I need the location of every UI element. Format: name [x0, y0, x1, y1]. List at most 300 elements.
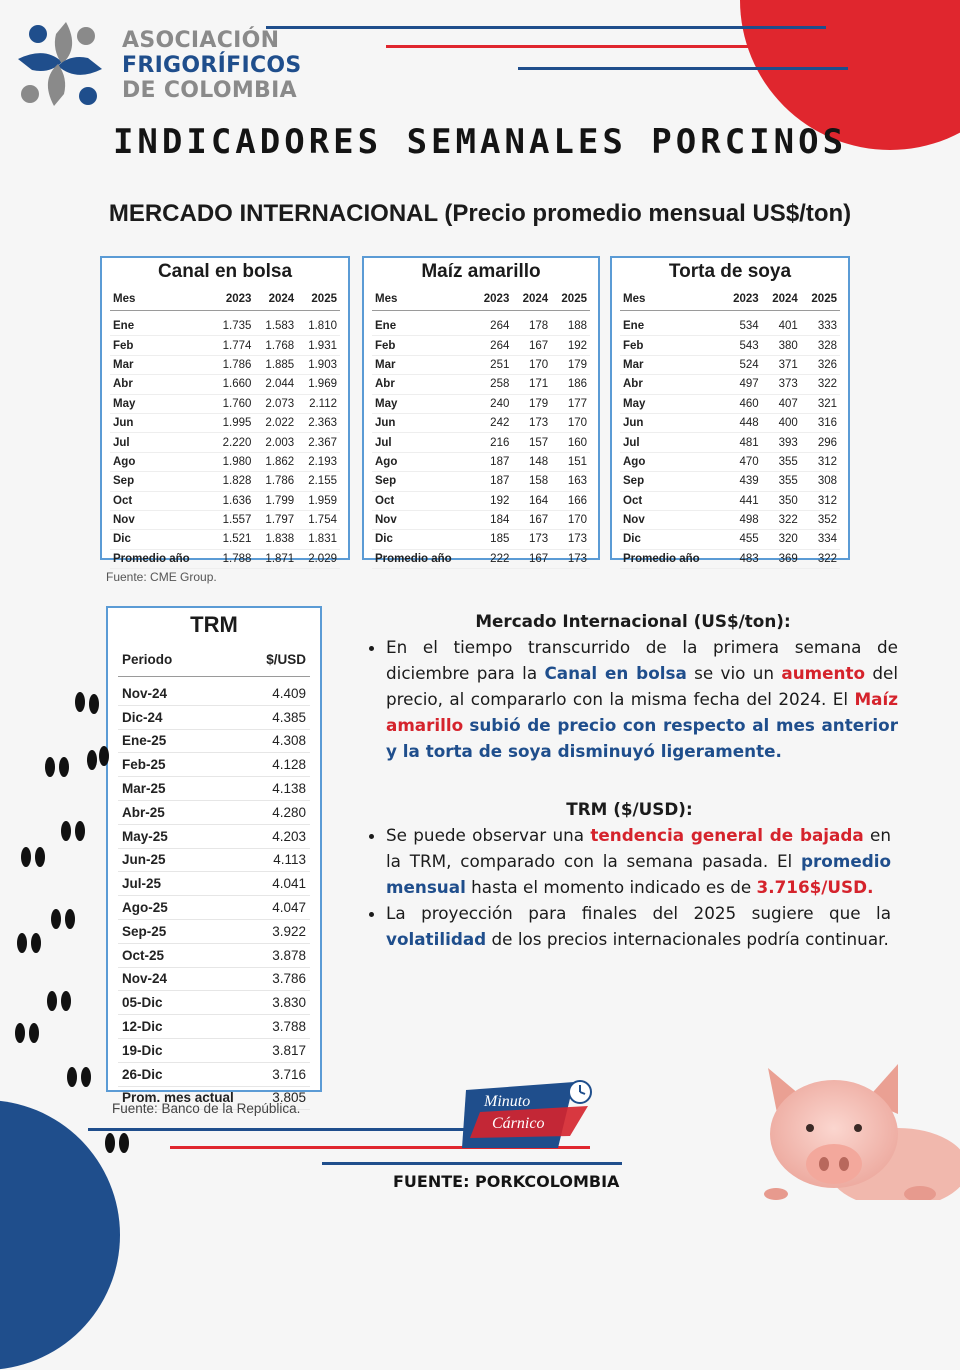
- keyword-valor: 3.716$/USD.: [756, 877, 874, 897]
- value-cell: 1.521: [212, 530, 255, 549]
- value-cell: 322: [801, 549, 840, 568]
- table-row: [110, 491, 340, 510]
- period-cell: Abr-25: [118, 800, 255, 824]
- value-cell: 216: [474, 433, 513, 452]
- period-cell: Ene-25: [118, 729, 255, 753]
- torta-de-soya-table: [610, 256, 850, 565]
- month-cell: Sep: [110, 472, 212, 491]
- table-row: [372, 472, 590, 491]
- trm-bullet: [386, 900, 891, 952]
- value-cell: 170: [551, 510, 590, 529]
- rate-cell: 4.047: [255, 896, 310, 920]
- table-row: [620, 452, 840, 471]
- table-row: [110, 355, 340, 374]
- col-2023: 2023: [225, 293, 252, 305]
- value-cell: 371: [762, 355, 801, 374]
- value-cell: 242: [474, 413, 513, 432]
- value-cell: 192: [551, 336, 590, 355]
- value-cell: 2.029: [297, 549, 340, 568]
- value-cell: 192: [474, 491, 513, 510]
- value-cell: 170: [551, 413, 590, 432]
- value-cell: 321: [801, 394, 840, 413]
- asociacion-logo-icon: [10, 14, 110, 114]
- logo-line-frigorificos: FRIGORÍFICOS: [122, 53, 302, 78]
- value-cell: 171: [512, 375, 551, 394]
- value-cell: 163: [551, 472, 590, 491]
- month-cell: Nov: [372, 510, 474, 529]
- month-cell: Ago: [372, 452, 474, 471]
- table-row: [110, 510, 340, 529]
- footprint-icon: [42, 986, 76, 1016]
- text: En el tiempo transcurrido de la primera semana de diciembre para la: [386, 637, 898, 683]
- value-cell: 2.003: [254, 433, 297, 452]
- value-cell: 264: [474, 317, 513, 336]
- rate-cell: 3.716: [255, 1062, 310, 1086]
- table-row: [620, 394, 840, 413]
- month-cell: Sep: [372, 472, 474, 491]
- trm-row: [118, 991, 310, 1015]
- logo-line-asociacion: ASOCIACIÓN: [122, 28, 280, 53]
- source-banco: Fuente: Banco de la República.: [112, 1101, 301, 1116]
- trm-row: [118, 1038, 310, 1062]
- value-cell: 333: [801, 317, 840, 336]
- table-row: [110, 375, 340, 394]
- value-cell: 179: [512, 394, 551, 413]
- text: La proyección para finales del 2025 sugiere que la: [386, 903, 891, 923]
- value-cell: 1.799: [254, 491, 297, 510]
- value-cell: 470: [723, 452, 762, 471]
- value-cell: 326: [801, 355, 840, 374]
- month-cell: Dic: [110, 530, 212, 549]
- value-cell: 1.735: [212, 317, 255, 336]
- text: de los precios internacionales podría continuar.: [486, 929, 889, 949]
- value-cell: 497: [723, 375, 762, 394]
- rate-cell: 3.817: [255, 1038, 310, 1062]
- maiz-amarillo-table: [362, 256, 600, 565]
- period-cell: May-25: [118, 824, 255, 848]
- value-cell: 1.959: [297, 491, 340, 510]
- table-row: [620, 355, 840, 374]
- keyword-subio: subió de precio con respecto al mes anterior y la torta de soya disminuyó ligeramente.: [386, 715, 898, 761]
- keyword-canal: Canal en bolsa: [544, 663, 687, 683]
- month-cell: Dic: [620, 530, 723, 549]
- trm-table: [106, 606, 322, 1106]
- value-cell: 1.931: [297, 336, 340, 355]
- value-cell: 167: [512, 549, 551, 568]
- period-cell: 05-Dic: [118, 991, 255, 1015]
- trm-row: [118, 800, 310, 824]
- trm-title: TRM: [190, 612, 238, 637]
- value-cell: 173: [512, 413, 551, 432]
- table-row: [110, 413, 340, 432]
- period-cell: Jul-25: [118, 872, 255, 896]
- table-row: [110, 336, 340, 355]
- value-cell: 328: [801, 336, 840, 355]
- col-2025: 2025: [811, 293, 837, 305]
- col-mes: Mes: [375, 293, 398, 305]
- footprint-icon: [16, 842, 50, 872]
- value-cell: 296: [801, 433, 840, 452]
- value-cell: 157: [512, 433, 551, 452]
- price-table: [372, 288, 590, 569]
- table-row: [620, 375, 840, 394]
- rate-cell: 4.138: [255, 777, 310, 801]
- value-cell: 185: [474, 530, 513, 549]
- month-cell: May: [110, 394, 212, 413]
- month-cell: Feb: [110, 336, 212, 355]
- value-cell: 460: [723, 394, 762, 413]
- table-row: [620, 433, 840, 452]
- value-cell: 2.155: [297, 472, 340, 491]
- trm-block: [368, 796, 891, 952]
- rate-cell: 3.922: [255, 919, 310, 943]
- value-cell: 350: [762, 491, 801, 510]
- value-cell: 312: [801, 452, 840, 471]
- keyword-promedio: promedio mensual: [386, 851, 891, 897]
- month-cell: Sep: [620, 472, 723, 491]
- trm-row: [118, 967, 310, 991]
- table-row: [620, 472, 840, 491]
- value-cell: 312: [801, 491, 840, 510]
- table-row: [372, 491, 590, 510]
- month-cell: Jul: [372, 433, 474, 452]
- month-cell: Oct: [110, 491, 212, 510]
- month-cell: Abr: [110, 375, 212, 394]
- table-row: [372, 510, 590, 529]
- price-table: [110, 288, 340, 569]
- table-row: [372, 530, 590, 549]
- table-row: [372, 452, 590, 471]
- value-cell: 179: [551, 355, 590, 374]
- value-cell: 2.193: [297, 452, 340, 471]
- table-title: Maíz amarillo: [421, 261, 541, 282]
- value-cell: 173: [551, 530, 590, 549]
- value-cell: 2.022: [254, 413, 297, 432]
- value-cell: 407: [762, 394, 801, 413]
- value-cell: 334: [801, 530, 840, 549]
- value-cell: 167: [512, 510, 551, 529]
- col-usd: $/USD: [266, 651, 306, 667]
- month-cell: Nov: [620, 510, 723, 529]
- minuto-text: Minuto: [484, 1093, 531, 1110]
- value-cell: 373: [762, 375, 801, 394]
- value-cell: 1.871: [254, 549, 297, 568]
- pig-illustration: [748, 1048, 960, 1200]
- table-row: [620, 491, 840, 510]
- value-cell: 355: [762, 452, 801, 471]
- value-cell: 1.786: [254, 472, 297, 491]
- text: en la TRM, comparado con la semana pasada. El: [386, 825, 891, 871]
- month-cell: Jun: [372, 413, 474, 432]
- footprint-icon: [80, 744, 114, 774]
- value-cell: 2.112: [297, 394, 340, 413]
- decor-line: [266, 26, 826, 29]
- value-cell: 369: [762, 549, 801, 568]
- value-cell: 1.995: [212, 413, 255, 432]
- table-row: [110, 549, 340, 568]
- trm-grid: [118, 642, 310, 1110]
- text: hasta el momento indicado es de: [465, 877, 757, 897]
- value-cell: 1.557: [212, 510, 255, 529]
- month-cell: Ene: [372, 317, 474, 336]
- value-cell: 401: [762, 317, 801, 336]
- table-row: [620, 510, 840, 529]
- month-cell: Feb: [372, 336, 474, 355]
- footprint-icon: [40, 752, 74, 782]
- month-cell: May: [620, 394, 723, 413]
- value-cell: 1.810: [297, 317, 340, 336]
- rate-cell: 4.203: [255, 824, 310, 848]
- keyword-maiz: Maíz amarillo: [386, 689, 898, 735]
- table-row: [620, 549, 840, 568]
- trm-row: [118, 943, 310, 967]
- price-table: [620, 288, 840, 569]
- value-cell: 1.583: [254, 317, 297, 336]
- canal-en-bolsa-table: [100, 256, 350, 565]
- value-cell: 264: [474, 336, 513, 355]
- value-cell: 543: [723, 336, 762, 355]
- text: se vio un: [686, 663, 782, 683]
- table-row: [110, 472, 340, 491]
- minuto-carnico-logo: [462, 1078, 602, 1154]
- trm-row: [118, 872, 310, 896]
- footprint-icon: [12, 928, 46, 958]
- footer-source: FUENTE: PORKCOLOMBIA: [393, 1172, 620, 1191]
- trm-row: [118, 848, 310, 872]
- month-cell: Jul: [620, 433, 723, 452]
- col-2025: 2025: [561, 293, 587, 305]
- value-cell: 258: [474, 375, 513, 394]
- col-mes: Mes: [113, 293, 136, 305]
- value-cell: 158: [512, 472, 551, 491]
- mercado-heading: Mercado Internacional (US$/ton):: [475, 611, 791, 631]
- value-cell: 1.786: [212, 355, 255, 374]
- page-title: INDICADORES SEMANALES PORCINOS: [112, 122, 848, 162]
- period-cell: 26-Dic: [118, 1062, 255, 1086]
- month-cell: Abr: [620, 375, 723, 394]
- trm-row: [118, 824, 310, 848]
- value-cell: 1.969: [297, 375, 340, 394]
- value-cell: 322: [801, 375, 840, 394]
- period-cell: Sep-25: [118, 919, 255, 943]
- decor-line: [386, 45, 834, 48]
- month-cell: Promedio año: [620, 549, 723, 568]
- value-cell: 1.903: [297, 355, 340, 374]
- month-cell: May: [372, 394, 474, 413]
- trm-bullet: [386, 822, 891, 900]
- value-cell: 439: [723, 472, 762, 491]
- trm-row: [118, 729, 310, 753]
- month-cell: Dic: [372, 530, 474, 549]
- value-cell: 1.885: [254, 355, 297, 374]
- decor-line: [518, 67, 848, 70]
- value-cell: 170: [512, 355, 551, 374]
- value-cell: 455: [723, 530, 762, 549]
- value-cell: 177: [551, 394, 590, 413]
- rate-cell: 4.385: [255, 705, 310, 729]
- value-cell: 251: [474, 355, 513, 374]
- value-cell: 1.838: [254, 530, 297, 549]
- period-cell: Oct-25: [118, 943, 255, 967]
- text: del precio, al compararlo con la misma fecha del 2024. El: [386, 663, 898, 709]
- value-cell: 1.980: [212, 452, 255, 471]
- rate-cell: 3.788: [255, 1015, 310, 1039]
- value-cell: 524: [723, 355, 762, 374]
- value-cell: 483: [723, 549, 762, 568]
- value-cell: 498: [723, 510, 762, 529]
- rate-cell: 3.786: [255, 967, 310, 991]
- rate-cell: 3.878: [255, 943, 310, 967]
- value-cell: 188: [551, 317, 590, 336]
- value-cell: 1.828: [212, 472, 255, 491]
- value-cell: 1.788: [212, 549, 255, 568]
- value-cell: 393: [762, 433, 801, 452]
- text: Se puede observar una: [386, 825, 591, 845]
- value-cell: 1.862: [254, 452, 297, 471]
- table-row: [372, 549, 590, 568]
- period-cell: Dic-24: [118, 705, 255, 729]
- month-cell: Abr: [372, 375, 474, 394]
- col-2024: 2024: [772, 293, 798, 305]
- month-cell: Promedio año: [110, 549, 212, 568]
- value-cell: 448: [723, 413, 762, 432]
- value-cell: 173: [551, 549, 590, 568]
- value-cell: 355: [762, 472, 801, 491]
- table-row: [620, 530, 840, 549]
- trm-row: [118, 753, 310, 777]
- rate-cell: 4.113: [255, 848, 310, 872]
- period-cell: Mar-25: [118, 777, 255, 801]
- rate-cell: 3.830: [255, 991, 310, 1015]
- month-cell: Mar: [372, 355, 474, 374]
- table-row: [110, 317, 340, 336]
- col-periodo: Periodo: [122, 651, 173, 667]
- table-row: [110, 452, 340, 471]
- value-cell: 2.220: [212, 433, 255, 452]
- value-cell: 1.768: [254, 336, 297, 355]
- value-cell: 352: [801, 510, 840, 529]
- period-cell: Ago-25: [118, 896, 255, 920]
- value-cell: 240: [474, 394, 513, 413]
- period-cell: 19-Dic: [118, 1038, 255, 1062]
- month-cell: Feb: [620, 336, 723, 355]
- value-cell: 186: [551, 375, 590, 394]
- month-cell: Ene: [110, 317, 212, 336]
- footprint-icon: [70, 688, 104, 718]
- month-cell: Mar: [110, 355, 212, 374]
- month-cell: Ene: [620, 317, 723, 336]
- trm-row: [118, 1062, 310, 1086]
- logo-line-colombia: DE COLOMBIA: [122, 78, 297, 103]
- table-row: [110, 394, 340, 413]
- trm-row: [118, 919, 310, 943]
- table-row: [372, 413, 590, 432]
- period-cell: 12-Dic: [118, 1015, 255, 1039]
- col-2024: 2024: [522, 293, 549, 305]
- table-row: [372, 375, 590, 394]
- value-cell: 316: [801, 413, 840, 432]
- col-2023: 2023: [733, 293, 759, 305]
- rate-cell: 4.409: [255, 682, 310, 705]
- col-2024: 2024: [268, 293, 295, 305]
- table-row: [372, 433, 590, 452]
- value-cell: 322: [762, 510, 801, 529]
- period-cell: Nov-24: [118, 967, 255, 991]
- value-cell: 2.073: [254, 394, 297, 413]
- trm-row: [118, 705, 310, 729]
- value-cell: 380: [762, 336, 801, 355]
- footprint-icon: [46, 904, 80, 934]
- decor-line: [88, 1128, 468, 1131]
- value-cell: 1.760: [212, 394, 255, 413]
- source-cme: Fuente: CME Group.: [106, 570, 217, 584]
- value-cell: 166: [551, 491, 590, 510]
- value-cell: 178: [512, 317, 551, 336]
- value-cell: 441: [723, 491, 762, 510]
- period-cell: Nov-24: [118, 682, 255, 705]
- trm-row: [118, 1015, 310, 1039]
- value-cell: 308: [801, 472, 840, 491]
- value-cell: 167: [512, 336, 551, 355]
- mercado-bullet: [386, 634, 898, 764]
- table-row: [372, 394, 590, 413]
- month-cell: Ago: [620, 452, 723, 471]
- keyword-tendencia: tendencia general de bajada: [590, 825, 864, 845]
- table-row: [110, 530, 340, 549]
- trm-row: [118, 896, 310, 920]
- value-cell: 160: [551, 433, 590, 452]
- month-cell: Oct: [372, 491, 474, 510]
- col-mes: Mes: [623, 293, 646, 305]
- value-cell: 1.636: [212, 491, 255, 510]
- rate-cell: 4.041: [255, 872, 310, 896]
- month-cell: Jun: [110, 413, 212, 432]
- value-cell: 2.363: [297, 413, 340, 432]
- mercado-internacional-block: [368, 608, 898, 764]
- value-cell: 173: [512, 530, 551, 549]
- period-cell: Prom. mes actual: [118, 1086, 255, 1110]
- period-cell: Jun-25: [118, 848, 255, 872]
- rate-cell: 4.280: [255, 800, 310, 824]
- period-cell: Feb-25: [118, 753, 255, 777]
- rate-cell: 4.308: [255, 729, 310, 753]
- rate-cell: 3.805: [255, 1086, 310, 1110]
- keyword-volatilidad: volatilidad: [386, 929, 487, 949]
- month-cell: Nov: [110, 510, 212, 529]
- footprint-icon: [56, 816, 90, 846]
- value-cell: 2.044: [254, 375, 297, 394]
- value-cell: 1.797: [254, 510, 297, 529]
- value-cell: 151: [551, 452, 590, 471]
- month-cell: Ago: [110, 452, 212, 471]
- value-cell: 534: [723, 317, 762, 336]
- table-row: [110, 433, 340, 452]
- value-cell: 222: [474, 549, 513, 568]
- logo-text: [122, 28, 302, 103]
- value-cell: 187: [474, 472, 513, 491]
- value-cell: 184: [474, 510, 513, 529]
- table-row: [372, 336, 590, 355]
- table-row: [620, 336, 840, 355]
- month-cell: Mar: [620, 355, 723, 374]
- table-row: [372, 355, 590, 374]
- table-row: [372, 317, 590, 336]
- trm-row: [118, 777, 310, 801]
- trm-heading: TRM ($/USD):: [566, 799, 693, 819]
- value-cell: 1.754: [297, 510, 340, 529]
- table-row: [620, 413, 840, 432]
- rate-cell: 4.128: [255, 753, 310, 777]
